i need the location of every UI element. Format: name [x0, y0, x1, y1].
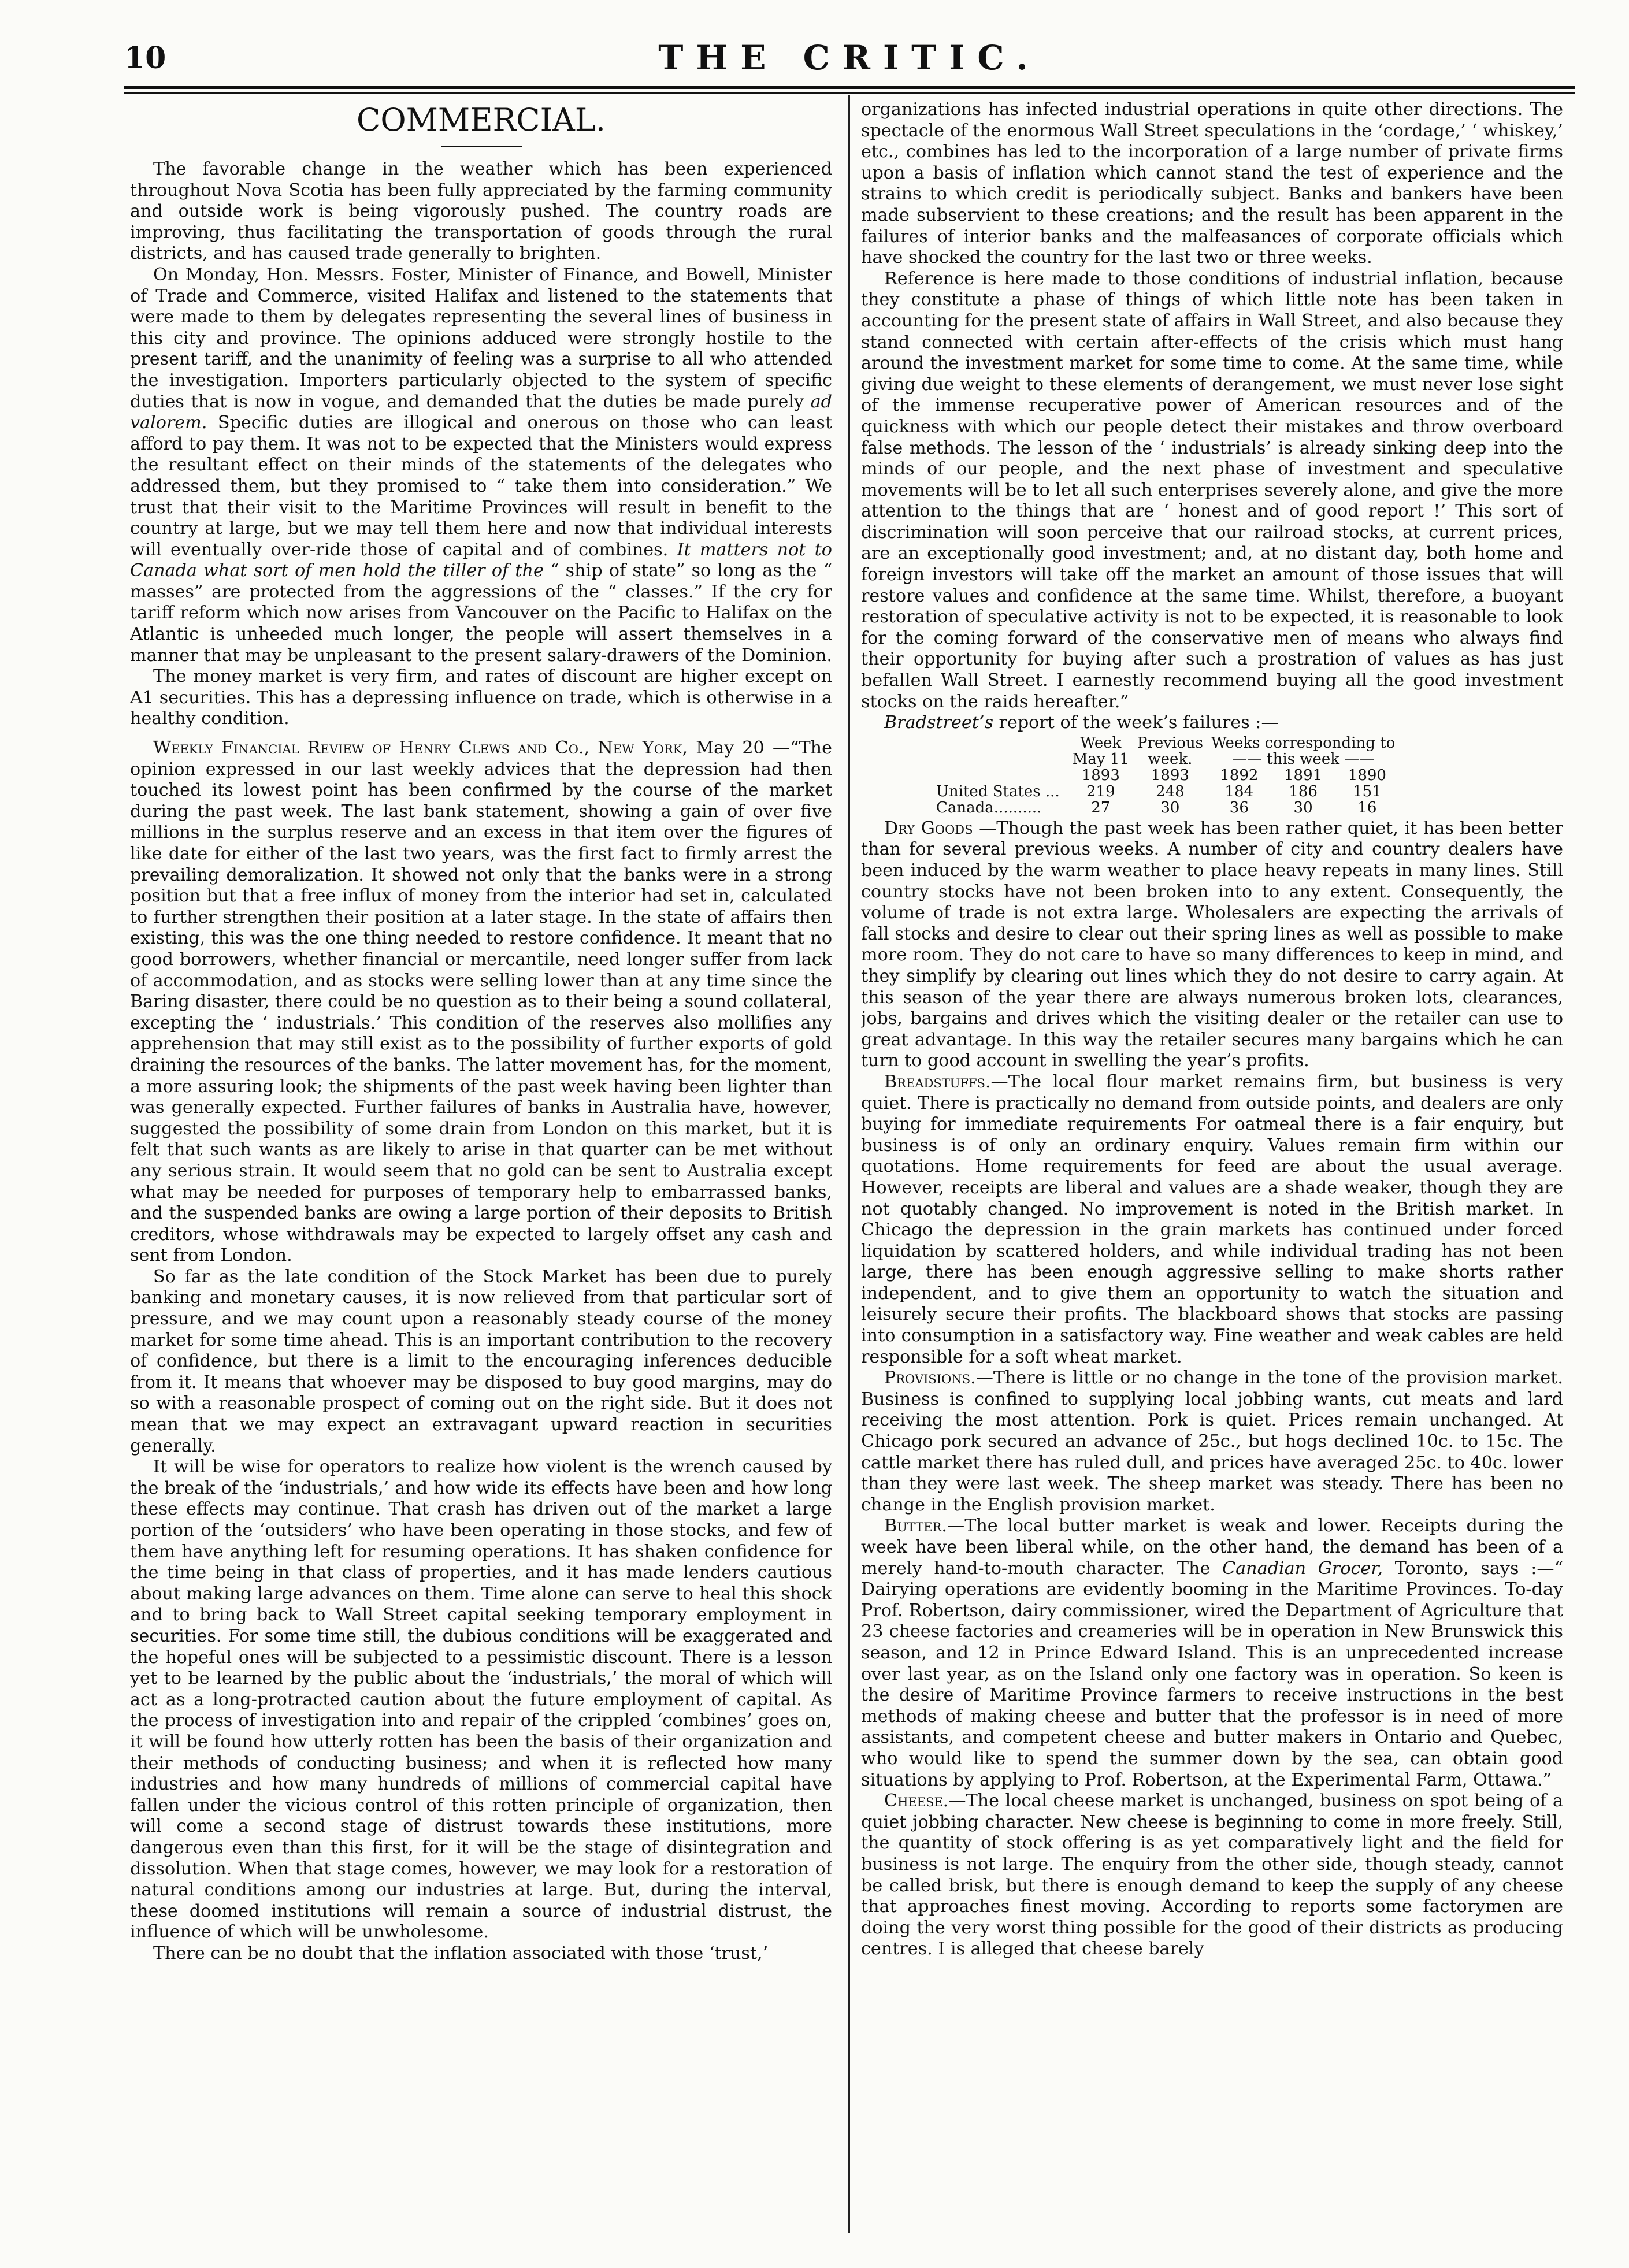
table-year-row: 1893 1893 1892 1891 1890 [1081, 766, 1386, 784]
masthead-title: THE CRITIC. [658, 38, 1041, 77]
failures-table [936, 735, 1403, 816]
paragraph-clews-review: Weekly Financial Review of Henry Clews and Co., New York, May 20 —“The opinion expressed in our last weekly advices that the depression had then touched its lowest point has been confirmed by the course of the market during the past week. The last bank statement, showing a gain of over five millions in the surplus reserve and an excess in that item over the figures of like date for either of the last two years, was the first fact to firmly arrest the prevailing demoralization. It showed not only that the banks were in a strong position but that a free influx of money from the interior had set in, calculated to further strengthen their position at a later stage. In the state of affairs then existing, this was the one thing needed to restore confidence. It meant that no good borrowers, whether financial or mercantile, need longer suffer from lack of accommodation, and as stocks were selling lower than at any time since the Baring disaster, there could be no question as to their being a sound collateral, excepting the ‘ industrials.’ This condition of the reserves also mollifies any apprehension that may still exist as to the possibility of further exports of gold draining the resources of the banks. The latter movement has, for the moment, a more assuring look; the shipments of the past week having been lighter than was generally expected. Further failures of banks in Australia have, however, suggested the possibility of some drain from London on this market, but it is felt that such wants as are likely to arise in that quarter can be met without any serious strain. It would seem that no gold can be sent to Australia except what may be needed for purposes of temporary help to embarrassed banks, and the suspended banks are owing a large portion of their deposits to British creditors, whose withdrawals may be expected to largely offset any cash and sent from London. [130, 738, 832, 1266]
paragraph-bradstreet: Bradstreet’s report of the week’s failures :— [884, 712, 1279, 733]
page-number: 10 [124, 40, 166, 76]
paragraph-organizations: organizations has infected industrial operations in quite other directions. The spectacle of the enormous Wall Street speculations in the ‘cordage,’ ‘ whiskey,’ etc., combines has led to the incorporation of a large number of private firms upon a basis of inflation which cannot stand the test of experience and the strains to which credit is periodically subject. Banks and bankers have been made subservient to these creations; and the result has been apparent in the failures of interior banks and the malfeasances of corporate officials which have shocked the country for the last two or three weeks. [861, 99, 1563, 268]
paragraph-dry-goods: Dry Goods —Though the past week has been rather quiet, it has been better than for several previous weeks. A number of city and country dealers have been induced by the warm weather to place heavy repeats in many lines. Still country stocks have not been broken into to any extent. Consequently, the volume of trade is not extra large. Wholesalers are expecting the arrivals of fall stocks and desire to clear out their spring lines as well as possible to make more room. They do not care to have so many differences to keep in mind, and they simplify by clearing out lines which they do not desire to carry again. At this season of the year there are always numerous broken lots, clearances, jobs, bargains and drives which the visiting dealer or the retailer can use to great advantage. In this way the retailer secures many bargains which he can turn to good account in swelling the year’s profits. [861, 818, 1563, 1071]
right-column [861, 99, 1563, 2243]
paragraph-breadstuffs: Breadstuffs.—The local flour market remains firm, but business is very quiet. There is practically no demand from outside points, and dealers are only buying for immediate requirements For oatmeal there is a fair enquiry, but business is of only an ordinary enquiry. Values remain firm within our quotations. Home requirements for feed are about the usual average. However, receipts are liberal and values are a shade weaker, though they are not quotably changed. No improvement is noted in the British market. In Chicago the depression in the grain markets has continued under forced liquidation by scattered holders, and while individual trading has not been large, there has been enough aggressive selling to make shorts rather independent, and to give them an opportunity to watch the situation and leisurely secure their profits. The blackboard shows that stocks are passing into consumption in a satisfactory way. Fine weather and weak cables are held responsible for a soft wheat market. [861, 1071, 1563, 1367]
column-divider [848, 95, 850, 2233]
paragraph-butter: Butter.—The local butter market is weak and lower. Receipts during the week have been liberal while, on the other hand, the demand has been of a merely hand-to-mouth character. The Canadian Grocer, Toronto, says :—“ Dairying operations are evidently booming in the Maritime Provinces. To-day Prof. Robertson, dairy commissioner, wired the Department of Agriculture that 23 cheese factories and creameries will be in operation in New Brunswick this season, and 12 in Prince Edward Island. This is an unprecedented increase over last year, as on the Island only one factory was in operation. So keen is the desire of Maritime Province farmers to receive instructions in the best methods of making cheese and butter that the professor is in need of more assistants, and competent cheese and butter makers in Ontario and Quebec, who would like to spend the summer down by the sea, can obtain good situations by applying to Prof. Robertson, at the Experimental Farm, Ottawa.” [861, 1516, 1563, 1790]
paragraph-inflation: There can be no doubt that the inflation associated with those ‘trust,’ [153, 1943, 769, 1963]
paragraph-weather: The favorable change in the weather which has been experienced throughout Nova Scotia has been fully appreciated by the farming community and outside work is being vigorously pushed. The country roads are improving, thus facilitating the transportation of goods through the rural districts, and has caused trade generally to brighten. [130, 159, 832, 264]
paragraph-money-market: The money market is very firm, and rates of discount are higher except on A1 securities. This has a depressing influence on trade, which is otherwise in a healthy condition. [130, 666, 832, 729]
header-rule [124, 86, 1575, 89]
paragraph-cheese: Cheese.—The local cheese market is unchanged, business on spot being of a quiet jobbing character. New cheese is beginning to come in more freely. Still, the quantity of stock offering is as yet comparatively light and the field for business is not large. The enquiry from the other side, though steady, cannot be called brisk, but there is enough demand to keep the supply of any cheese that approaches finest moving. According to reports some factorymen are doing the very worst thing possible for the good of their districts as producing centres. I is alleged that cheese barely [861, 1791, 1563, 1959]
title-dash [441, 146, 522, 147]
paragraph-ministers: On Monday, Hon. Messrs. Foster, Minister of Finance, and Bowell, Minister of Trade and Commerce, visited Halifax and listened to the statements that were made to them by delegates representing the several lines of business in this city and province. The opinions adduced were strongly hostile to the present tariff, and the unanimity of feeling was a surprise to all who attended the investigation. Importers particularly objected to the system of specific duties that is now in vogue, and demanded that the duties be made purely ad valorem. Specific duties are illogical and onerous on those who can least afford to pay them. It was not to be expected that the Ministers would express the resultant effect on their minds of the statements of the delegates who addressed them, but they promised to “ take them into consideration.” We trust that their visit to the Maritime Provinces will result in benefit to the country at large, but we may tell them here and now that individual interests will eventually over-ride those of capital and of combines. It matters not to Canada what sort of men hold the tiller of the “ ship of state” so long as the “ masses” are protected from the aggressions of the “ classes.” If the cry for tariff reform which now arises from Vancouver on the Pacific to Halifax on the Atlantic is unheeded much longer, the people will assert themselves in a manner that may be unpleasant to the present salary-drawers of the Dominion. [130, 264, 832, 666]
paragraph-industrials: It will be wise for operators to realize how violent is the wrench caused by the break of the ‘industrials,’ and how wide its effects have been and how long these effects may continue. That crash has driven out of the market a large portion of the ‘outsiders’ who have been operating in those stocks, and few of them have anything left for resuming operations. It has shaken confidence for the time being in that class of properties, and it has made lenders cautious about making large advances on them. Time alone can serve to heal this shock and to bring back to Wall Street capital seeking temporary employment in securities. For some time still, the dubious conditions will be exaggerated and the hopeful ones will be subjected to a pessimistic discount. There is a lesson yet to be learned by the public about the ‘industrials,’ the moral of which will act as a long-protracted caution about the future employment of capital. As the process of investigation into and repair of the crippled ‘combines’ goes on, it will be found how utterly rotten has been the basis of their organization and their methods of conducting business; and when it is reflected how many industries and how many hundreds of millions of commercial capital have fallen under the vicious control of this rotten principle of organization, then will come a second stage of distrust towards these institutions, more dangerous even than this first, for it will be the stage of disintegration and dissolution. When that stage comes, however, we may look for a restoration of natural conditions among our industries at large. But, during the interval, these doomed institutions will remain a source of industrial distrust, the influence of which will be unwholesome. [130, 1457, 832, 1943]
table-row: Canada.......... 27 30 36 30 16 [936, 799, 1377, 816]
paragraph-provisions: Provisions.—There is little or no change in the tone of the provision market. Business is confined to supplying local jobbing wants, cut meats and lard receiving the most attention. Pork is quiet. Prices remain unchanged. At Chicago pork secured an advance of 25c., but hogs declined 10c. to 15c. The cattle market there has ruled dull, and prices have averaged 25c. to 40c. lower than they were last week. The sheep market was steady. There has been no change in the English provision market. [861, 1368, 1563, 1515]
table-row: United States ... 219 248 184 186 151 [936, 782, 1382, 800]
clews-heading: Weekly Financial Review of Henry Clews and Co., New York, [153, 738, 688, 759]
header-rule-thin [124, 92, 1575, 94]
section-title: COMMERCIAL. [357, 102, 606, 138]
table-header-row: May 11 week. —— this week —— [1072, 750, 1375, 768]
paragraph-reference: Reference is here made to those conditions of industrial inflation, because they constitute a phase of things of which little note has been taken in accounting for the present state of affairs in Wall Street, and also because they stand connected with certain after-effects of the crisis which must hang around the investment market for some time to come. At the same time, while giving due weight to these elements of derangement, we must never lose sight of the immense recuperative power of American resources and of the quickness with which our people detect their mistakes and throw overboard false methods. The lesson of the ‘ industrials’ is already sinking deep into the minds of our people, and the next phase of investment and speculative movements will be to let all such enterprises severely alone, and give the more attention to the things that are ‘ honest and of good report !’ This sort of discrimination will soon perceive that our railroad stocks, at current prices, are an exceptionally good investment; and, at no distant day, both home and foreign investors will take off the market an amount of those issues that will restore values and confidence at the same time. Whilst, therefore, a buoyant restoration of speculative activity is not to be expected, it is reasonable to look for the coming forward of the conservative men of means who always find their opportunity for buying after such a prostration of values as has just befallen Wall Street. I earnestly recommend buying all the good investment stocks on the raids hereafter.” [861, 268, 1563, 712]
paragraph-stock-market: So far as the late condition of the Stock Market has been due to purely banking and monetary causes, it is now relieved from that particular sort of pressure, and we may count upon a reasonably steady course of the money market for some time ahead. This is an important contribution to the recovery of confidence, but there is a limit to the encouraging inferences deducible from it. It means that whoever may be disposed to buy good margins, may do so with a reasonable prospect of coming out on the right side. But it does not mean that we may expect an extravagant upward reaction in securities generally. [130, 1266, 832, 1456]
table-header-row: Week Previous Weeks corresponding to [1080, 734, 1396, 752]
left-column [130, 99, 832, 2243]
page-header [124, 40, 1575, 75]
